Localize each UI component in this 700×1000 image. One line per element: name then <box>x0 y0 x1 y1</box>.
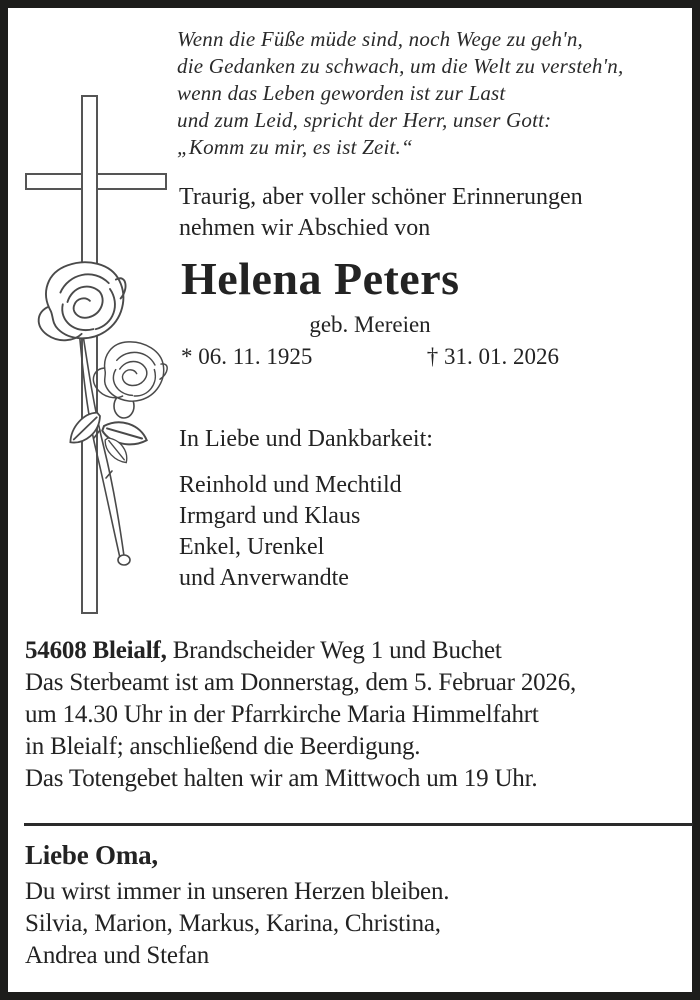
intro-line: Traurig, aber voller schöner Erinnerungen <box>179 184 583 210</box>
life-dates <box>181 344 559 370</box>
verse-line: die Gedanken zu schwach, um die Welt zu versteh'n, <box>177 54 624 78</box>
section-divider <box>24 823 693 826</box>
service-line: Das Totengebet halten wir am Mittwoch um 19 Uhr. <box>25 765 538 792</box>
birth-date: * 06. 11. 1925 <box>181 344 313 369</box>
farewell-line: Silvia, Marion, Markus, Karina, Christina, <box>25 910 441 937</box>
address-city: 54608 Bleialf, <box>25 637 167 664</box>
address-street: Brandscheider Weg 1 und Buchet <box>172 637 502 664</box>
stem-bud <box>118 555 130 565</box>
service-line: Das Sterbeamt ist am Donnerstag, dem 5. Februar 2026, <box>25 669 577 696</box>
obituary-content <box>8 8 692 992</box>
service-line: in Bleialf; anschließend die Beerdigung. <box>25 733 421 760</box>
service-line: um 14.30 Uhr in der Pfarrkirche Maria Himmelfahrt <box>25 701 539 728</box>
service-details <box>25 635 693 795</box>
farewell-message <box>25 838 449 972</box>
maiden-name: geb. Mereien <box>309 312 431 337</box>
mourner-line: und Anverwandte <box>179 565 349 591</box>
deceased-block <box>181 254 559 370</box>
farewell-line: Andrea und Stefan <box>25 942 210 969</box>
cross-vertical-beam <box>82 96 97 613</box>
farewell-line: Du wirst immer in unseren Herzen bleiben. <box>25 878 450 905</box>
verse-line: Wenn die Füße müde sind, noch Wege zu geh'n, <box>177 27 583 51</box>
mourner-line: Irmgard und Klaus <box>179 503 361 529</box>
memorial-verse <box>177 26 623 161</box>
gratitude-heading: In Liebe und Dankbarkeit: <box>179 426 433 452</box>
death-date: † 31. 01. 2026 <box>426 344 559 369</box>
cross-with-roses-illustration <box>12 8 182 628</box>
mourner-line: Reinhold und Mechtild <box>179 472 402 498</box>
mourners-list <box>179 470 402 594</box>
mourner-line: Enkel, Urenkel <box>179 534 325 560</box>
deceased-name: Helena Peters <box>181 253 460 304</box>
verse-line: und zum Leid, spricht der Herr, unser Gott: <box>177 108 552 132</box>
farewell-heading: Liebe Oma, <box>25 840 158 870</box>
verse-line: wenn das Leben geworden ist zur Last <box>177 81 506 105</box>
verse-line: „Komm zu mir, es ist Zeit.“ <box>177 135 413 159</box>
intro-text <box>179 182 583 244</box>
address-line <box>25 635 693 667</box>
lower-rose <box>89 333 172 412</box>
upper-rose <box>39 262 126 340</box>
intro-line: nehmen wir Abschied von <box>179 215 431 241</box>
